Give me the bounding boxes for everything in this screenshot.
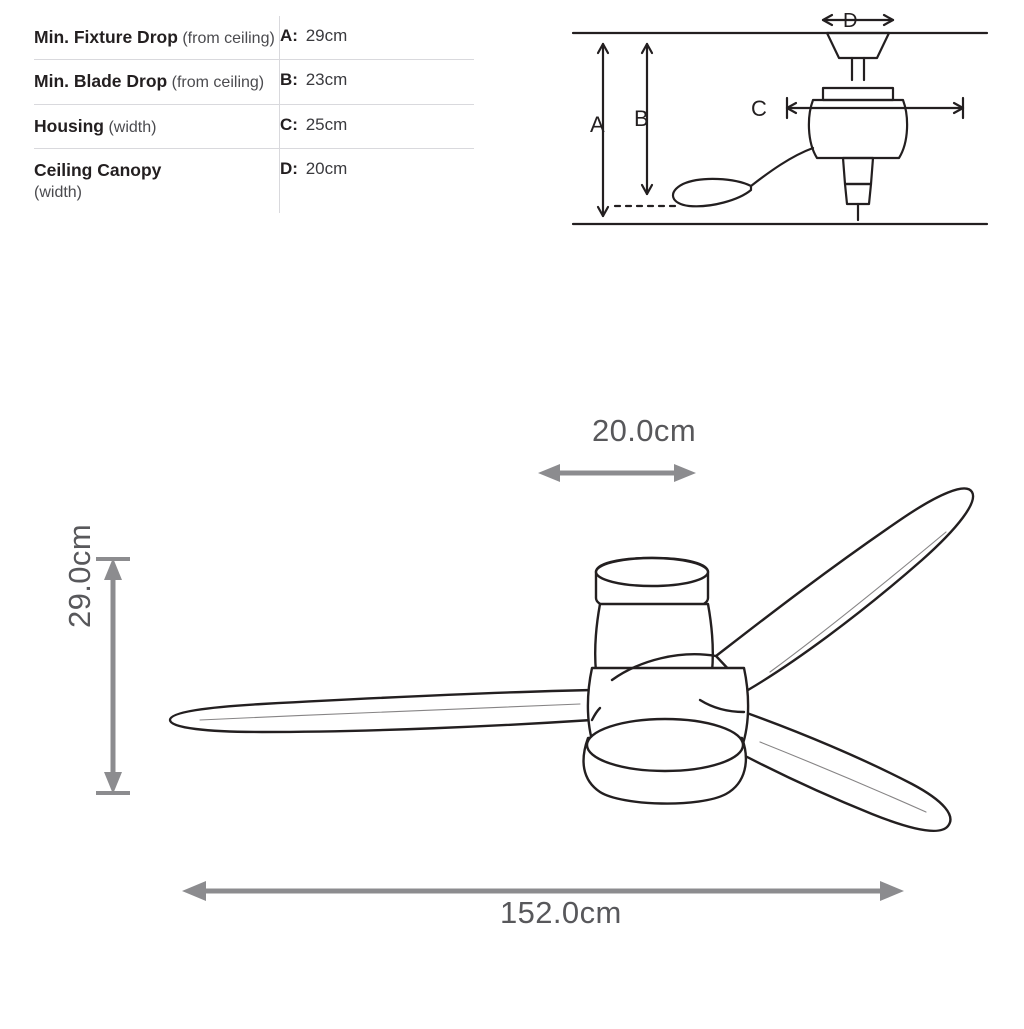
- fan-blade-left: [170, 690, 592, 732]
- spec-key: A:: [280, 26, 298, 45]
- spec-label-cell: [34, 104, 280, 148]
- blade-arm: [751, 148, 813, 186]
- blade-span-label: 152.0cm: [500, 895, 622, 930]
- c-letter-label: C: [751, 96, 767, 121]
- spec-label-sub: (from ceiling): [182, 30, 275, 47]
- housing-top-plate: [823, 88, 893, 100]
- light-shade-top-ellipse: [587, 719, 743, 771]
- canopy-arrow-left: [538, 464, 560, 482]
- spec-key: B:: [280, 70, 298, 90]
- b-letter-label: B: [634, 106, 649, 131]
- canopy-arrow-right: [674, 464, 696, 482]
- spec-label-sub: (width): [108, 118, 157, 136]
- spec-label-cell: [34, 60, 280, 104]
- spec-value: 20cm: [305, 159, 348, 179]
- spec-value-cell: [280, 104, 475, 148]
- spec-value: 25cm: [305, 114, 348, 134]
- light-kit: [843, 158, 873, 184]
- spec-label-main: Min. Fixture Drop: [34, 27, 178, 47]
- spec-value-cell: [280, 60, 475, 104]
- table-row: [34, 149, 474, 213]
- height-arrow-top: [104, 558, 122, 580]
- spec-value-cell: [280, 16, 475, 60]
- canopy-width-label: 20.0cm: [592, 413, 697, 448]
- spec-label-cell: [34, 149, 280, 213]
- fan-blade-right: [730, 712, 950, 831]
- a-letter-label: A: [590, 112, 605, 137]
- spec-label-sub: (from ceiling): [171, 74, 265, 92]
- spec-label-sub: (width): [34, 183, 83, 201]
- spec-value: 23cm: [305, 70, 348, 90]
- fan-illustration: [0, 360, 1024, 1024]
- table-row: [34, 104, 474, 148]
- housing-upper: [595, 604, 713, 672]
- table-row: [34, 16, 474, 60]
- fan-blade: [673, 179, 751, 206]
- spec-value: 29cm: [305, 26, 348, 45]
- height-arrow-bottom: [104, 772, 122, 794]
- table-row: [34, 60, 474, 104]
- side-elevation-svg: [555, 8, 995, 258]
- fan-blade-upper-right: [716, 488, 973, 690]
- spec-key: D:: [280, 159, 298, 179]
- downrod: [852, 58, 864, 80]
- span-arrow-right: [880, 881, 904, 901]
- fixture-drop-label: 29.0cm: [62, 523, 97, 628]
- spec-label-main: Housing: [34, 115, 104, 136]
- spec-label-main: Ceiling Canopy: [34, 160, 162, 181]
- d-letter-label: D: [843, 10, 858, 32]
- spec-key: C:: [280, 114, 298, 134]
- spec-label-cell: [34, 16, 280, 60]
- spec-value-cell: [280, 149, 475, 213]
- spec-label-main: Min. Blade Drop: [34, 71, 168, 92]
- canopy-shape: [827, 33, 889, 58]
- span-arrow-left: [182, 881, 206, 901]
- side-elevation-diagram: [555, 8, 995, 258]
- canopy-top-ellipse: [596, 558, 708, 586]
- specifications-table: [34, 16, 474, 213]
- light-kit-shade: [845, 184, 871, 204]
